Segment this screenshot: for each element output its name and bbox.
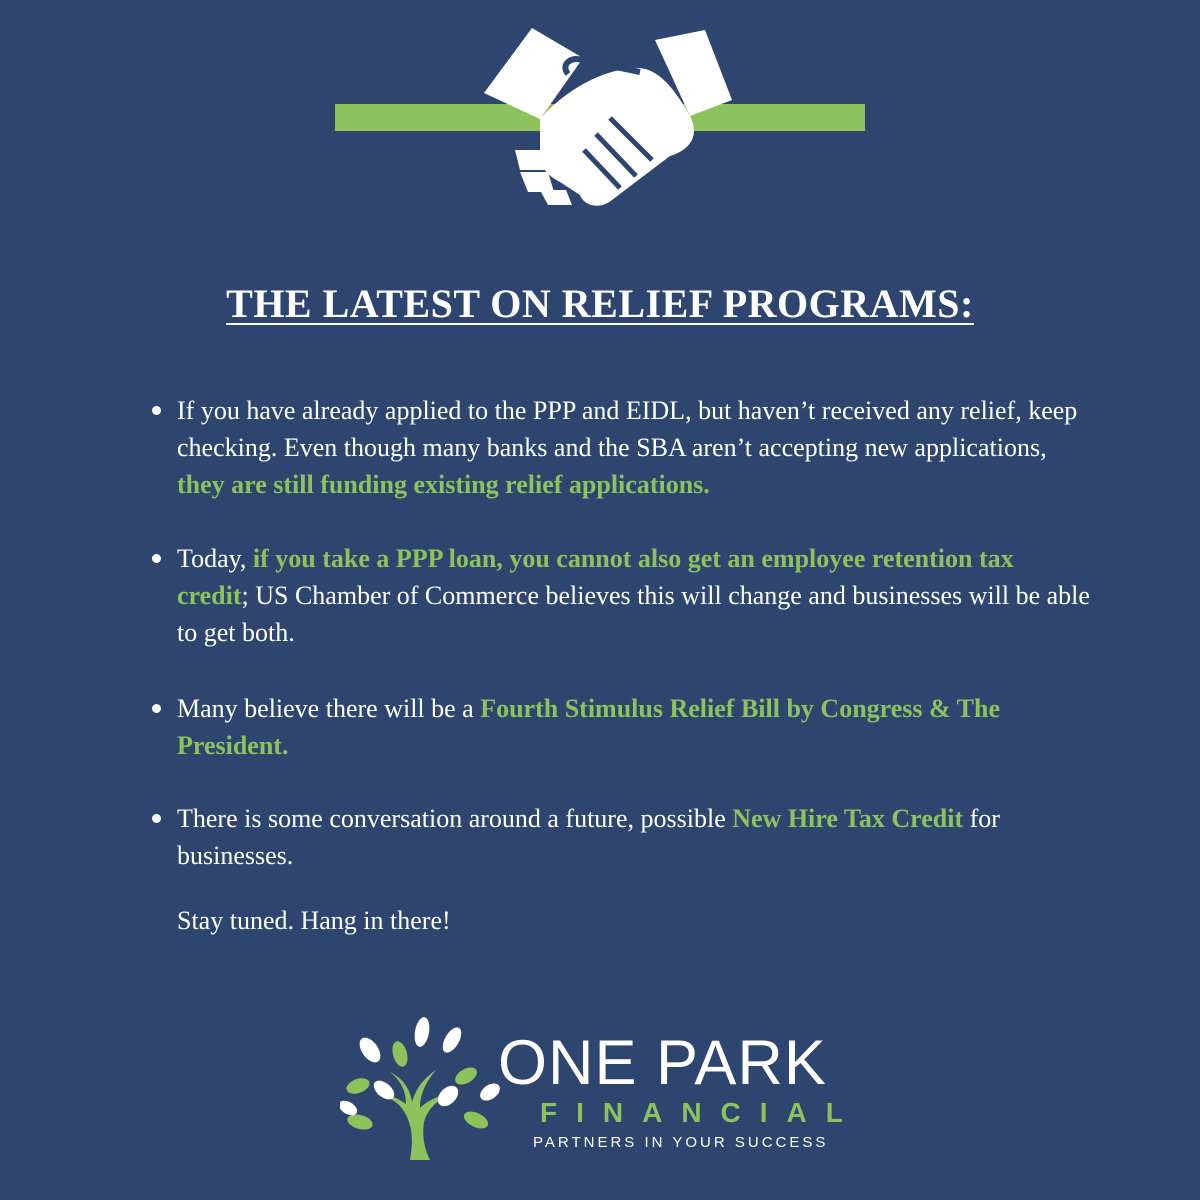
bullet-text: ; US Chamber of Commerce believes this will change and businesses will be able to get both. (177, 581, 1090, 647)
bullet-highlight: if you take a PPP loan, you cannot also get an employee retention tax credit (177, 544, 1014, 610)
list-item (150, 800, 1090, 895)
bullet-highlight: Fourth Stimulus Relief Bill by Congress & The President. (177, 694, 1001, 760)
bullet-highlight: New Hire Tax Credit (732, 804, 964, 833)
hero-graphic (0, 0, 1200, 240)
bullet-text: If you have already applied to the PPP and EIDL, but haven’t received any relief, keep checking. Even though many banks and the SBA aren’t accepting new applications, (177, 396, 1078, 462)
relief-bullet-list (150, 392, 1090, 895)
closing-text: Stay tuned. Hang in there! (177, 906, 451, 935)
bullet-text: Many believe there will be a (177, 694, 481, 723)
brand-subname: FINANCIAL (540, 1097, 862, 1128)
list-item (150, 690, 1090, 800)
bullet-text: for businesses. (177, 804, 1000, 870)
handshake-icon (0, 0, 1200, 240)
page-title (0, 280, 1200, 327)
brand-name: ONE PARK (498, 1028, 827, 1098)
page-title-text: THE LATEST ON RELIEF PROGRAMS: (226, 281, 974, 326)
brand-tagline: PARTNERS IN YOUR SUCCESS (533, 1134, 829, 1151)
bullet-highlight: they are still funding existing relief applications. (177, 470, 710, 499)
list-item (150, 392, 1090, 540)
list-item (150, 540, 1090, 690)
tree-icon (340, 1010, 500, 1160)
bullet-text: Today, (177, 544, 253, 573)
brand-logo (340, 1010, 870, 1160)
bullet-text: There is some conversation around a future, possible (177, 804, 733, 833)
